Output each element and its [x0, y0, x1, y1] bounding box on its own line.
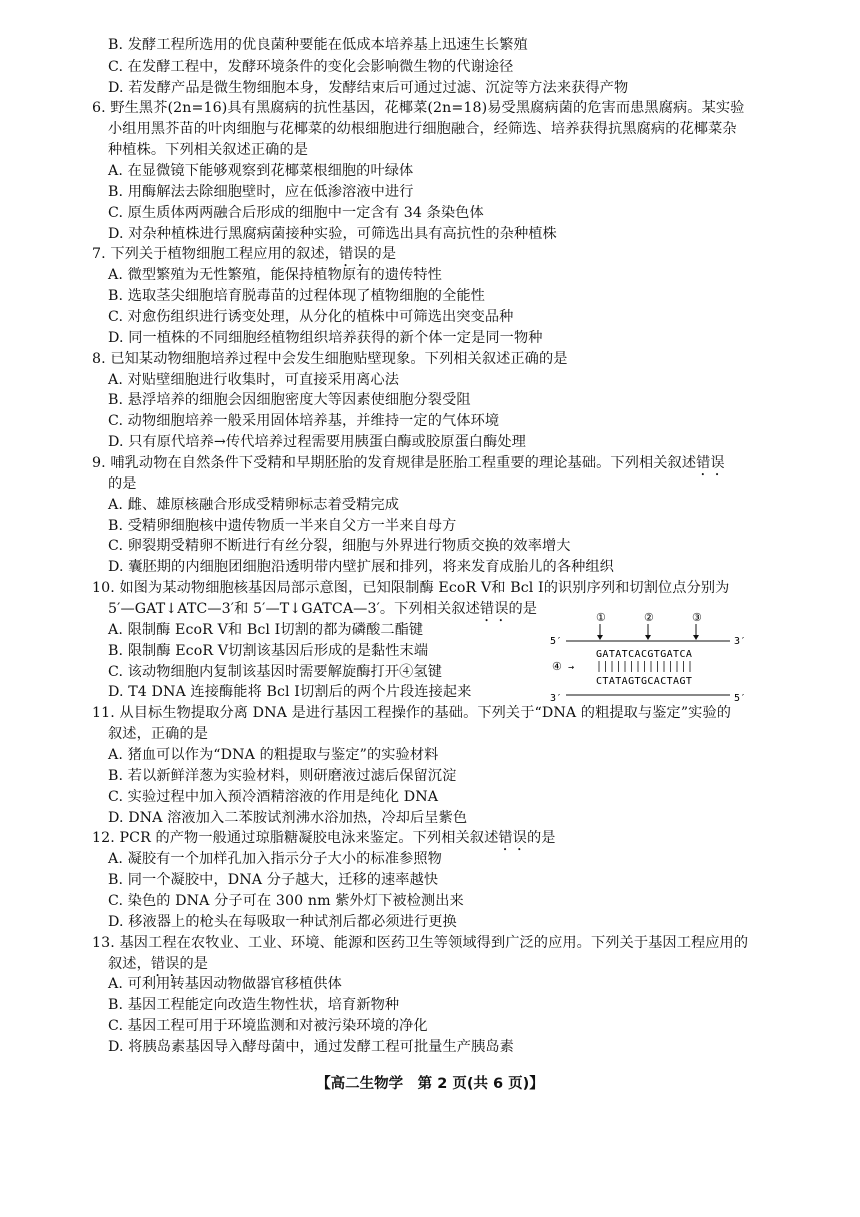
page-footer: 【高二生物学 第 2 页(共 6 页)】: [316, 1076, 544, 1092]
strand-bottom-5prime: 5′: [734, 692, 747, 704]
option-13b: B. 基因工程能定向改造生物性状，培育新物种: [108, 997, 400, 1014]
question-6-cont: 种植株。下列相关叙述正确的是: [108, 142, 309, 159]
option-6a: A. 在显微镜下能够观察到花椰菜根细胞的叶绿体: [108, 163, 414, 179]
option-5c: C. 在发酵工程中，发酵环境条件的变化会影响微生物的代谢途径: [108, 58, 514, 75]
question-11: 11. 从目标生物提取分离 DNA 是进行基因工程操作的基础。下列关于“DNA 的粗提取与鉴定”实验的: [92, 705, 732, 722]
option-5d: D. 若发酵产品是微生物细胞本身，发酵结束后可通过过滤、沉淀等方法来获得产物: [108, 79, 629, 96]
option-9a: A. 雌、雄原核融合形成受精卵标志着受精完成: [108, 496, 400, 513]
option-12c: C. 染色的 DNA 分子可在 300 nm 紫外灯下被检测出来: [108, 893, 464, 909]
dna-diagram: [548, 611, 750, 707]
option-7a: A. 微型繁殖为无性繁殖，能保持植物原有的遗传特性: [108, 267, 442, 284]
site-2-label: ②: [644, 610, 654, 624]
option-10b: B. 限制酶 EcoR Ⅴ切割该基因后形成的是黏性末端: [108, 642, 429, 659]
top-sequence: GATATCACGTGATCA: [596, 648, 693, 660]
site-4-label: ④: [552, 659, 562, 673]
option-9d: D. 囊胚期的内细胞团细胞沿透明带内壁扩展和排列，将来发育成胎儿的各种组织: [108, 559, 614, 576]
question-10: 10. 如图为某动物细胞核基因局部示意图，已知限制酶 EcoR Ⅴ和 Bcl Ⅰ的识别序列和切割位点分别为: [92, 580, 730, 597]
option-13c: C. 基因工程可用于环境监测和对被污染环境的净化: [108, 1018, 428, 1035]
option-10d: D. T4 DNA 连接酶能将 Bcl Ⅰ切割后的两个片段连接起来: [108, 684, 472, 701]
option-8a: A. 对贴壁细胞进行收集时，可直接采用离心法: [108, 371, 400, 388]
site-3-label: ③: [692, 610, 702, 624]
question-9-cont: 的是: [108, 475, 137, 492]
option-10c: C. 该动物细胞内复制该基因时需要解旋酶打开④氢键: [108, 663, 442, 680]
option-13d: D. 将胰岛素基因导入酵母菌中，通过发酵工程可批量生产胰岛素: [108, 1039, 514, 1055]
question-8: 8. 已知某动物细胞培养过程中会发生细胞贴壁现象。下列相关叙述正确的是: [92, 350, 568, 367]
site-1-label: ①: [596, 610, 606, 624]
option-11a: A. 猪血可以作为“DNA 的粗提取与鉴定”的实验材料: [108, 747, 439, 763]
question-6: 6. 野生黑芥(2n=16)具有黑腐病的抗性基因，花椰菜(2n=18)易受黑腐病菌的危害而患黑腐病。某实验: [92, 100, 745, 117]
option-12d: D. 移液器上的枪头在每吸取一种试剂后都必须进行更换: [108, 913, 457, 930]
option-8b: B. 悬浮培养的细胞会因细胞密度大等因素使细胞分裂受阻: [108, 392, 471, 409]
question-9: 9. 哺乳动物在自然条件下受精和早期胚胎的发育规律是胚胎工程重要的理论基础。下列相关叙述错误: [92, 455, 725, 471]
option-6d: D. 对杂种植株进行黑腐病菌接种实验，可筛选出具有高抗性的杂种植株: [108, 225, 557, 242]
bottom-sequence: CTATAGTGCACTAGT: [596, 675, 693, 687]
option-9b: B. 受精卵细胞核中遗传物质一半来自父方一半来自母方: [108, 517, 457, 534]
option-6b: B. 用酶解法去除细胞壁时，应在低渗溶液中进行: [108, 183, 414, 200]
question-13-cont: 叙述，错误的是: [108, 955, 209, 972]
strand-top-3prime: 3′: [734, 635, 747, 647]
question-12: 12. PCR 的产物一般通过琼脂糖凝胶电泳来鉴定。下列相关叙述错误的是: [92, 830, 556, 847]
option-12b: B. 同一个凝胶中，DNA 分子越大，迁移的速率越快: [108, 872, 439, 889]
option-7b: B. 选取茎尖细胞培育脱毒苗的过程体现了植物细胞的全能性: [108, 288, 485, 305]
site-4-arrow: →: [568, 661, 575, 673]
option-8c: C. 动物细胞培养一般采用固体培养基，并维持一定的气体环境: [108, 413, 500, 430]
question-13: 13. 基因工程在农牧业、工业、环境、能源和医药卫生等领域得到广泛的应用。下列关于基因工程应用的: [92, 934, 749, 951]
strand-top-5prime: 5′: [550, 635, 563, 647]
option-11d: D. DNA 溶液加入二苯胺试剂沸水浴加热，冷却后呈紫色: [108, 809, 468, 826]
option-7d: D. 同一植株的不同细胞经植物组织培养获得的新个体一定是同一物种: [108, 329, 543, 346]
option-11b: B. 若以新鲜洋葱为实验材料，则研磨液过滤后保留沉淀: [108, 767, 457, 784]
question-11-cont: 叙述，正确的是: [108, 726, 209, 743]
option-5b: B. 发酵工程所选用的优良菌种要能在低成本培养基上迅速生长繁殖: [108, 37, 528, 53]
option-8d: D. 只有原代培养→传代培养过程需要用胰蛋白酶或胶原蛋白酶处理: [108, 434, 526, 451]
question-7: 7. 下列关于植物细胞工程应用的叙述，错误的是: [92, 246, 397, 263]
option-6c: C. 原生质体两两融合后形成的细胞中一定含有 34 条染色体: [108, 204, 484, 221]
strand-bottom-3prime: 3′: [550, 692, 563, 704]
option-10a: A. 限制酶 EcoR Ⅴ和 Bcl Ⅰ切割的都为磷酸二酯键: [108, 621, 424, 638]
question-6-cont: 小组用黑芥苗的叶肉细胞与花椰菜的幼根细胞进行细胞融合，经筛选、培养获得抗黑腐病的花椰菜杂: [108, 121, 737, 138]
option-11c: C. 实验过程中加入预冷酒精溶液的作用是纯化 DNA: [108, 788, 439, 805]
option-12a: A. 凝胶有一个加样孔加入指示分子大小的标准参照物: [108, 851, 442, 868]
option-9c: C. 卵裂期受精卵不断进行有丝分裂，细胞与外界进行物质交换的效率增大: [108, 538, 571, 555]
question-10-cont: 5′—GAT↓ATC—3′和 5′—T↓GATCA—3′。下列相关叙述错误的是: [108, 601, 538, 617]
option-7c: C. 对愈伤组织进行诱变处理，从分化的植株中可筛选出突变品种: [108, 309, 514, 325]
option-13a: A. 可利用转基因动物做器官移植供体: [108, 976, 342, 993]
